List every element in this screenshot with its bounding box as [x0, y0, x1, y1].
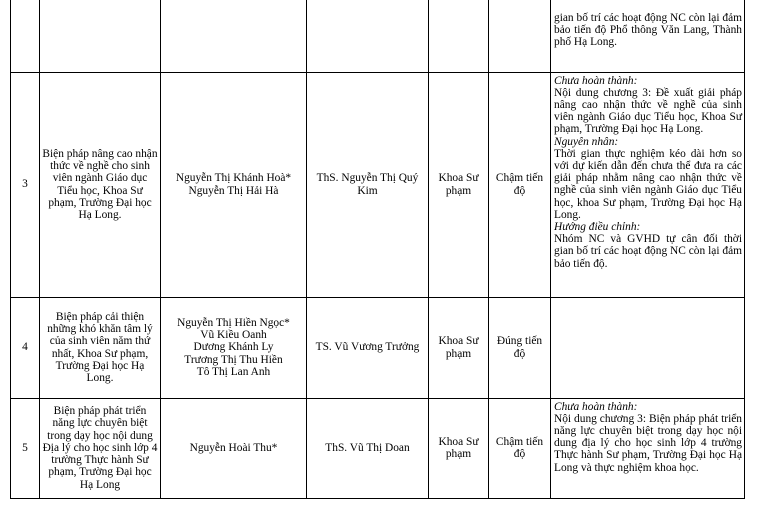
table-row — [11, 0, 745, 72]
note-text: Nhóm NC và GVHD tự cân đối thời gian bố trí các hoạt động NC còn lại đảm bảo tiến độ. — [554, 233, 742, 270]
faculty-cell — [429, 0, 489, 72]
faculty-cell: Khoa Sư phạm — [429, 398, 489, 498]
faculty-cell: Khoa Sư phạm — [429, 72, 489, 297]
students-cell: Nguyễn Thị Khánh Hoà* Nguyễn Thị Hải Hà — [161, 72, 307, 297]
table-row — [11, 297, 745, 398]
topic-cell — [40, 0, 161, 72]
students-cell: Nguyễn Hoài Thu* — [161, 398, 307, 498]
advisor-cell: ThS. Vũ Thị Doan — [307, 398, 429, 498]
note-text: Thời gian thực nghiệm kéo dài hơn so với dự kiến dẫn đến chưa thể đưa ra các giải pháp nhằm nâng cao nhận thức về nghề của sinh viên ngành Giáo dục Tiểu học, khoa Sư phạm, Trường Đại học Hạ Long. — [554, 147, 742, 221]
advisor-cell: ThS. Nguyễn Thị Quý Kim — [307, 72, 429, 297]
note-label: Chưa hoàn thành: — [554, 400, 638, 413]
notes-cell — [551, 0, 745, 72]
status-cell: Chậm tiến độ — [489, 72, 551, 297]
note-label: Nguyên nhân: — [554, 135, 619, 148]
students-cell — [161, 0, 307, 72]
notes-cell — [551, 72, 745, 297]
note-label: Chưa hoàn thành: — [554, 74, 638, 87]
note-text: Nội dung chương 3: Đề xuất giải pháp nâng cao nhận thức về nghề của sinh viên ngành Giáo dục Tiểu học, Khoa Sư phạm, Trường Đại học Hạ Long. — [554, 86, 742, 136]
note-text: gian bố trí các hoạt động NC còn lại đảm bảo tiến độ Phổ thông Văn Lang, Thành phố Hạ Long. — [554, 12, 742, 49]
notes-cell — [551, 297, 745, 398]
note-text: Nội dung chương 3: Biện pháp phát triển năng lực chuyên biệt trong dạy học nội dung địa lý cho học sinh lớp 4 trường Thực hành Sư phạm, Trường Đại học Hạ Long và thực nghiệm khoa học. — [554, 412, 742, 474]
table-row — [11, 398, 745, 498]
progress-table — [10, 0, 745, 499]
stt-cell: 3 — [11, 72, 40, 297]
stt-cell: 4 — [11, 297, 40, 398]
notes-cell — [551, 398, 745, 498]
status-cell: Đúng tiến độ — [489, 297, 551, 398]
topic-cell: Biện pháp nâng cao nhận thức về nghề cho sinh viên ngành Giáo dục Tiểu học, Khoa Sư phạm, Trường Đại học Hạ Long. — [40, 72, 161, 297]
status-cell: Chậm tiến độ — [489, 398, 551, 498]
advisor-cell — [307, 0, 429, 72]
note-label: Hướng điều chỉnh: — [554, 220, 641, 233]
stt-cell — [11, 0, 40, 72]
topic-cell: Biện pháp phát triển năng lực chuyên biệt trong dạy học nội dung Địa lý cho học sinh lớp 4 trường Thực hành Sư phạm, Trường Đại học Hạ Long — [40, 398, 161, 498]
advisor-cell: TS. Vũ Vương Trưởng — [307, 297, 429, 398]
students-cell: Nguyễn Thị Hiền Ngọc* Vũ Kiều Oanh Dương Khánh Ly Trương Thị Thu Hiền Tô Thị Lan Anh — [161, 297, 307, 398]
stt-cell: 5 — [11, 398, 40, 498]
faculty-cell: Khoa Sư phạm — [429, 297, 489, 398]
table-row — [11, 72, 745, 297]
topic-cell: Biện pháp cải thiện những khó khăn tâm lý của sinh viên năm thứ nhất, Khoa Sư phạm, Trường Đại học Hạ Long. — [40, 297, 161, 398]
status-cell — [489, 0, 551, 72]
